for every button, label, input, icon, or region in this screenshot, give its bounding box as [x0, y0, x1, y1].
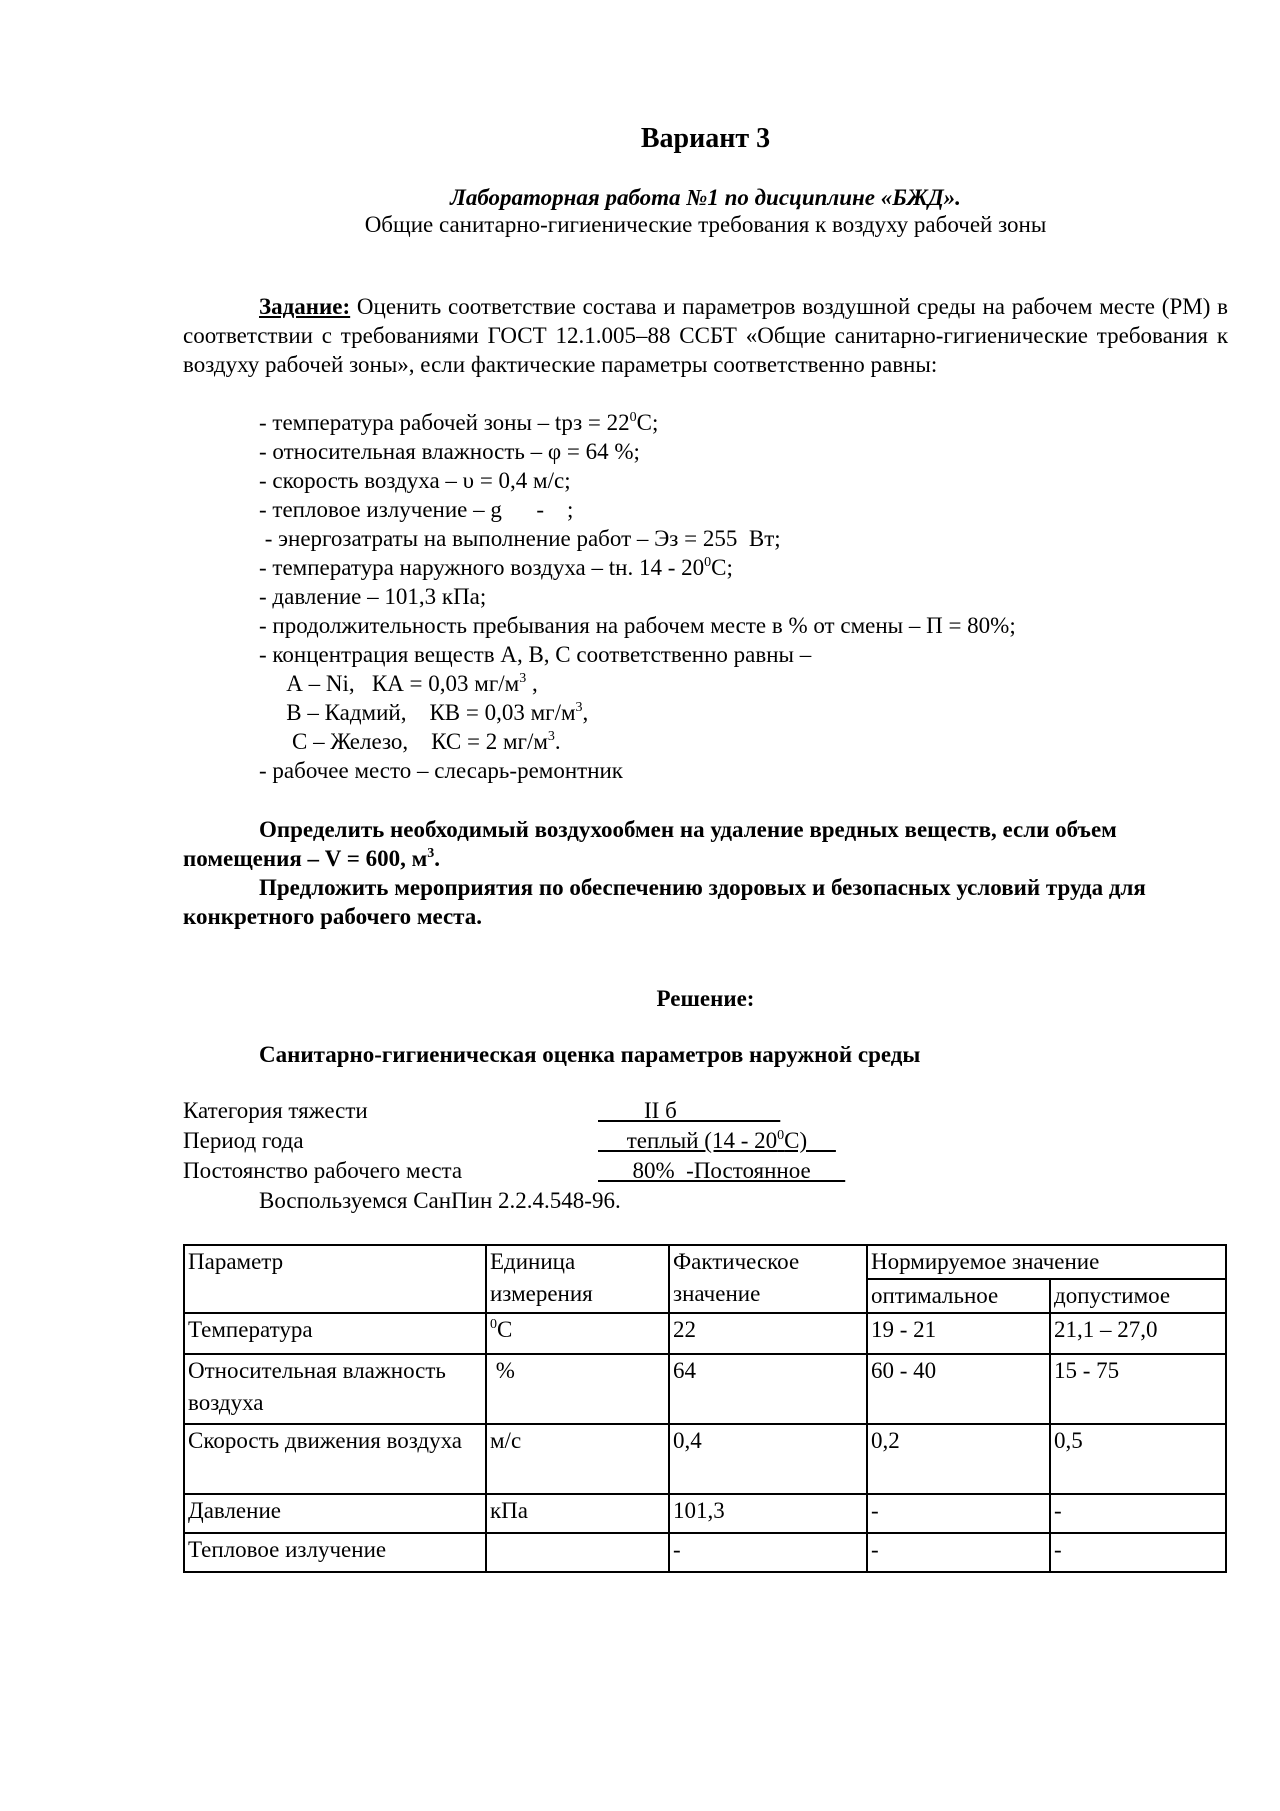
- list-item: - рабочее место – слесарь-ремонтник: [259, 758, 623, 783]
- list-item: - тепловое излучение – g - ;: [259, 497, 574, 522]
- table-row: Скорость движения воздуха м/с 0,4 0,2 0,5: [184, 1424, 1226, 1494]
- constancy-row: Постоянство рабочего места 80% -Постоянное: [183, 1156, 883, 1186]
- header-actual: Фактическое значение: [669, 1245, 867, 1313]
- task-text: Оценить соответствие состава и параметров воздушной среды на рабочем месте (РМ) в соответствии с требованиями ГОСТ 12.1.005–88 ССБТ «Общие санитарно-гигиенические требования к воздуху рабочей зоны», если фактические параметры соответственно равны:: [183, 294, 1228, 377]
- list-item: - относительная влажность – φ = 64 %;: [259, 439, 640, 464]
- header-unit: Единица измерения: [486, 1245, 669, 1313]
- determine-block: [183, 815, 1228, 931]
- lab-subtitle: Общие санитарно-гигиенические требования к воздуху рабочей зоны: [364, 212, 1047, 237]
- category-value: II б: [598, 1098, 781, 1123]
- constancy-value: 80% -Постоянное: [598, 1158, 846, 1183]
- list-item: В – Кадмий, КВ = 0,03 $мг/м^3$,: [269, 700, 589, 725]
- list-item: - энергозатраты на выполнение работ – Эз = 255 Вт;: [259, 526, 781, 551]
- list-item: А – Ni, КА = 0,03 $мг/м^3$ ,: [269, 671, 538, 696]
- section-title: Санитарно-гигиеническая оценка параметров наружной среды: [259, 1042, 921, 1067]
- list-item: С – Железо, КС = 2 $мг/м^3$.: [269, 729, 561, 754]
- list-item: - продолжительность пребывания на рабочем месте в % от смены – П = 80%;: [259, 613, 1016, 638]
- determine-paragraph: Определить необходимый воздухообмен на удаление вредных веществ, если объем помещения – V = 600, $м^3$.: [183, 817, 1117, 871]
- table-row: Температура $^0$С 22 19 - 21 21,1 – 27,0: [184, 1313, 1226, 1354]
- lab-title: Лабораторная работа №1 по дисциплине «БЖД».: [450, 185, 961, 210]
- header-allowed: допустимое: [1050, 1279, 1226, 1313]
- header-param: Параметр: [184, 1245, 486, 1313]
- task-label: Задание:: [259, 294, 351, 319]
- period-value: теплый $(14 - 20^0С)$: [598, 1128, 836, 1153]
- list-item: - температура наружного воздуха – tн. $14 - 20^0С$;: [259, 555, 733, 580]
- table-row: Тепловое излучение - - -: [184, 1533, 1226, 1572]
- table-header-row: [184, 1245, 1226, 1279]
- list-item: - концентрация веществ А, В, С соответственно равны –: [259, 642, 812, 667]
- conditions-block: [183, 1096, 883, 1216]
- task-paragraph: [183, 292, 1228, 379]
- category-row: Категория тяжести II б: [183, 1096, 883, 1126]
- propose-paragraph: Предложить мероприятия по обеспечению здоровых и безопасных условий труда для конкретного рабочего места.: [183, 875, 1146, 929]
- solution-title: Решение:: [656, 986, 755, 1011]
- list-item: - температура рабочей зоны – tрз = $22^0С$;: [259, 410, 659, 435]
- list-item: - давление – 101,3 кПа;: [259, 584, 487, 609]
- header-norm: Нормируемое значение: [867, 1245, 1226, 1279]
- list-item: - скорость воздуха – υ = 0,4 м/с;: [259, 468, 571, 493]
- table-row: Давление кПа 101,3 - -: [184, 1494, 1226, 1533]
- sanpin-line: Воспользуемся СанПин 2.2.4.548-96.: [259, 1188, 621, 1213]
- table-row: Относительная влажность воздуха % 64 60 - 40 15 - 75: [184, 1354, 1226, 1424]
- parameters-table: [183, 1244, 1227, 1573]
- header-optimal: оптимальное: [867, 1279, 1050, 1313]
- variant-title: Вариант 3: [640, 123, 771, 154]
- parameters-list: [259, 408, 1016, 785]
- period-row: Период года теплый $(14 - 20^0С)$: [183, 1126, 883, 1156]
